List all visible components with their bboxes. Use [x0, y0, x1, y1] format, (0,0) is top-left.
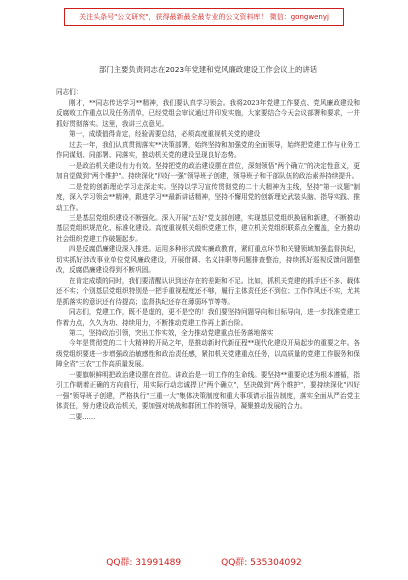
paragraph-list: [56, 98, 360, 422]
body-paragraph: 同志们，党建工作，既不是虚的，更不是空的！我们要坚持问题导向和目标导向，进一步找准党建工作着力点，久久为功、持续用力，不断推动党建工作再上新台阶。: [56, 308, 360, 327]
body-paragraph: 今年是贯彻党的二十大精神的开局之年，是推动新时代新征程**现代化建设开局起步的重要之年。各级党组织要进一步增强政治敏感性和政治责任感，紧扣机关党建重点任务，以高质量的党建工作服务和保障全省"三农"工作高质量发展。: [56, 339, 360, 369]
section-heading: 第一，成绩值得肯定，经验需要总结，必须高度重视机关党的建设: [69, 130, 261, 139]
body-paragraph: 四是反腐倡廉建设深入推进。运用多种形式做实廉政教育，紧盯重点环节和关键领域加强监督执纪，切实抓好涉改事业单位党风廉政建设，开展借调、名义挂职等问题排查整治，持续抓好巡视反馈问题整改，反腐倡廉建设得到不断巩固。: [56, 245, 360, 275]
body-paragraph: 二是党的创新理论学习走深走实。坚持以学习宣传贯彻党的二十大精神为主线，坚持"第一议题"制度，深入学习领会**精神，跟进学习**最新讲话精神，坚持不懈用党的创新理论武装头脑、指导实践、推动工作。: [56, 182, 360, 212]
salutation: 同志们：: [56, 88, 83, 96]
footer-bar: [0, 552, 408, 570]
body-paragraph: 在肯定成绩的同时，我们要清醒认识到还存在的差距和不足。比如，抓机关党建的抓手还不多、载体还不实；个别基层党组织特别是一把手重视程度还不够，履行主体责任还不到位；工作作风还不实，尤其是抓落实的意识还有待提高；监督执纪还存在薄弱环节等等。: [56, 276, 360, 306]
body-paragraph: 一要旗帜鲜明把政治建设摆在首位。讲政治是一切工作的生命线。要坚持**重要论述为根本遵循，指引工作朝着正确的方向前行，用实际行动忠诚捍卫"两个确立"，坚决做到"两个维护"，要持续深化"四好一强"领导班子创建，严格执行"三重一大"集体决策制度和重大事项请示报告制度，落实全面从严治党主体责任，努力建设政治机关，要加强对统战和群团工作的领导，凝聚推动发展的合力。: [56, 370, 360, 411]
body-paragraph: 刚才，**同志传达学习**精神，我们要认真学习领会。我将2023年党建工作要点、党风廉政建设和反腐败工作重点以及任务清单，已经党组会审议通过并印发实施，大家要结合今天会议部署和要求，一并抓好贯彻落实。这里，我讲三点意见。: [56, 99, 360, 128]
body-paragraph: 一是政治机关建设有力有效。坚持把党的政治建设摆在首位，深刻领悟"两个确立"的决定性意义，更加自觉做到"两个维护"。持续深化"四好一强"领导班子创建，领导班子和干部队伍的政治素养持续提升。: [56, 161, 360, 181]
body-paragraph: 二要……: [69, 412, 96, 421]
body-paragraph: 三是基层党组织建设不断强化。深入开展"五好"党支部创建，实现基层党组织换届和新建，不断推动基层党组织规范化、标准化建设。高度重视机关组织党建工作，建立机关党组织联系点全覆盖，全力推动社会组织党建工作破题起步。: [56, 213, 360, 243]
qq-group-1: QQ群: 31991489: [106, 557, 182, 568]
promo-banner: 关注头条号"公文研究"，获得最新最全最专业的公文资料库！ 微信：gongwenyj: [64, 8, 344, 26]
qq-group-2: QQ群: 535304092: [221, 557, 302, 568]
document-body: [56, 64, 360, 422]
section-heading: 第二，坚持政治引领，突出工作实效，全力推动党建重点任务落地落实: [69, 328, 274, 337]
document-title: 部门主要负责同志在2023年党建和党风廉政建设工作会议上的讲话: [98, 65, 318, 74]
body-paragraph: 过去一年，我们认真贯彻落实**决策部署，始终坚持和加强党的全面领导，始终把党建工作与业务工作同谋划、同部署、同落实，推动机关党的建设呈现良好态势。: [56, 140, 360, 160]
